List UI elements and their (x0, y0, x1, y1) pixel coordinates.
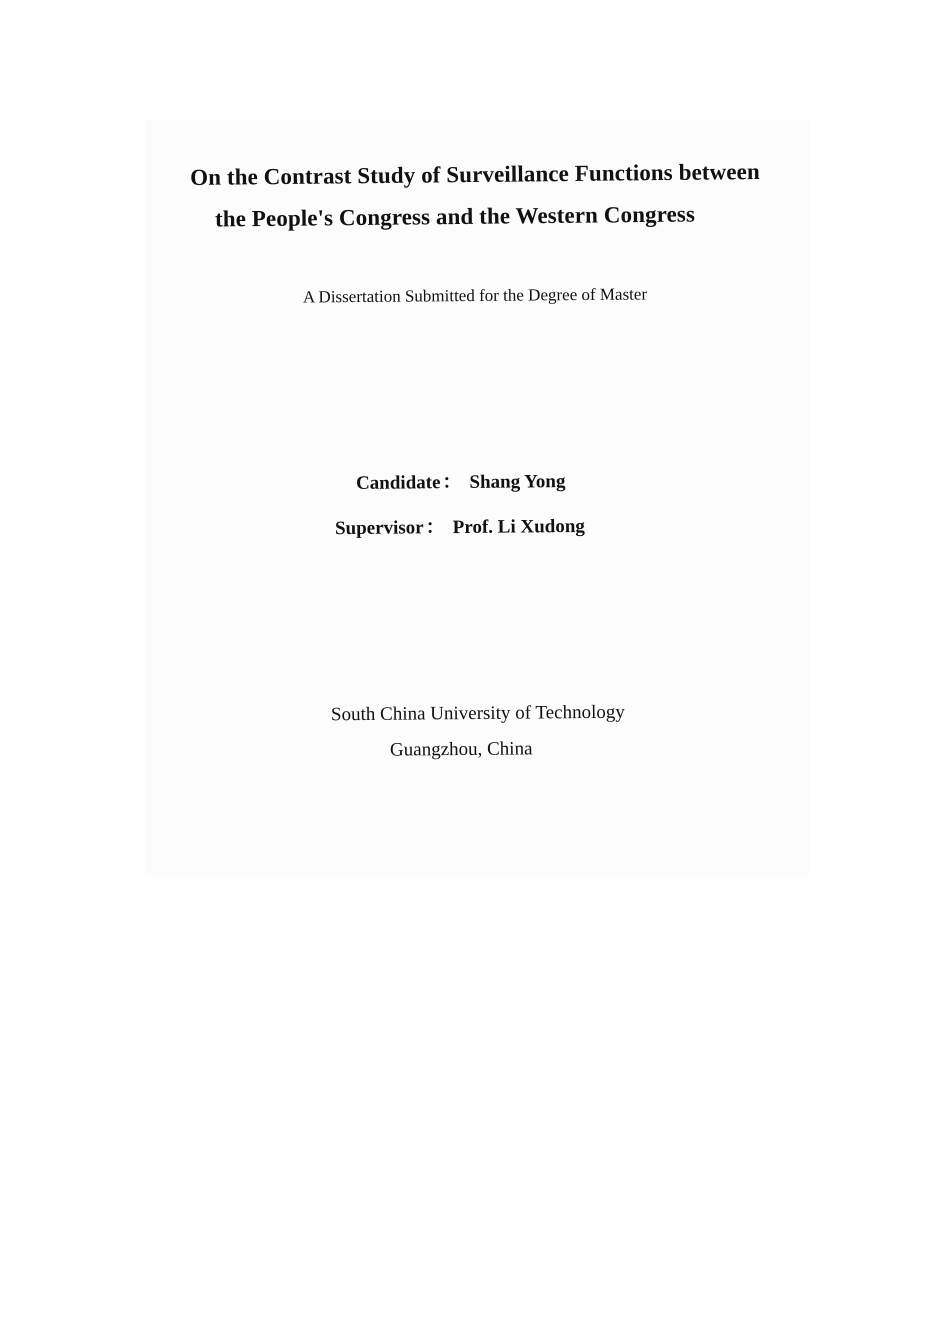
candidate-line (356, 466, 566, 495)
candidate-name: Shang Yong (469, 471, 566, 493)
candidate-separator: ： (442, 471, 462, 494)
supervisor-line (335, 511, 585, 540)
supervisor-label: Supervisor (334, 517, 424, 540)
university-name: South China University of Technology (330, 701, 625, 726)
dissertation-title-line-2: the People's Congress and the Western Congress (214, 201, 696, 232)
dissertation-title-line-1: On the Contrast Study of Surveillance Functions between (190, 159, 760, 190)
supervisor-name: Prof. Li Xudong (452, 515, 585, 539)
city-location: Guangzhou, China (389, 738, 533, 761)
supervisor-separator: ： (425, 517, 445, 539)
degree-statement: A Dissertation Submitted for the Degree of Master (302, 284, 648, 307)
scanned-page-area (145, 120, 810, 875)
candidate-label: Candidate (355, 472, 441, 494)
